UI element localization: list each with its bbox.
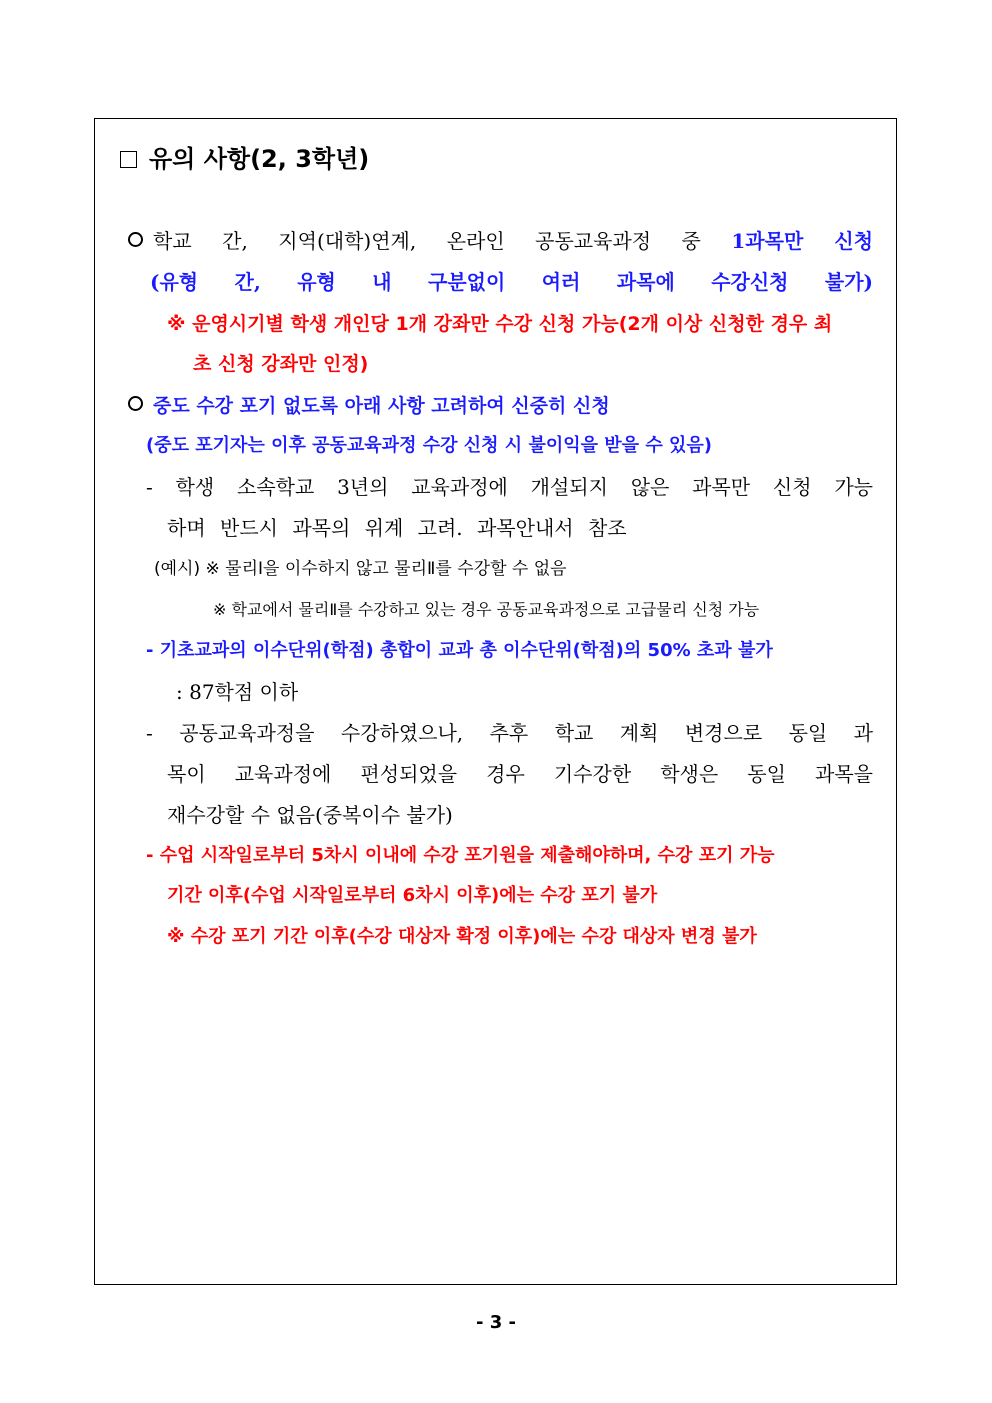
checkbox-square-icon [120,151,137,168]
page-number: - 3 - [476,1312,516,1333]
line-7: - 학생 소속학교 3년의 교육과정에 개설되지 않은 과목만 신청 가능 [146,475,873,499]
line-1-highlight: 1과목만 신청 [731,229,874,253]
line-13: - 공동교육과정을 수강하였으나, 추후 학교 계획 변경으로 동일 과 [146,721,873,745]
line-6: (중도 포기자는 이후 공동교육과정 수강 신청 시 불이익을 받을 수 있음) [146,435,712,456]
line-9: (예시) ※ 물리Ⅰ을 이수하지 않고 물리Ⅱ를 수강할 수 없음 [154,559,567,579]
line-15: 재수강할 수 없음(중복이수 불가) [167,803,453,827]
line-14: 목이 교육과정에 편성되었을 경우 기수강한 학생은 동일 과목을 [167,762,873,786]
line-4: 초 신청 강좌만 인정) [193,353,369,375]
line-16: - 수업 시작일로부터 5차시 이내에 수강 포기원을 제출해야하며, 수강 포기 가능 [146,845,775,866]
circle-bullet-icon [128,396,143,411]
bullet-line-5 [128,392,610,420]
line-3: ※ 운영시기별 학생 개인당 1개 강좌만 수강 신청 가능(2개 이상 신청한 경우 최 [167,313,833,335]
line-18: ※ 수강 포기 기간 이후(수강 대상자 확정 이후)에는 수강 대상자 변경 불가 [167,926,757,947]
line-1-text: 학교 간, 지역(대학)연계, 온라인 공동교육과정 중 [153,229,701,253]
line-2: (유형 간, 유형 내 구분없이 여러 과목에 수강신청 불가) [150,270,873,294]
line-5-text: 중도 수강 포기 없도록 아래 사항 고려하여 신중히 신청 [153,395,610,417]
line-10: ※ 학교에서 물리Ⅱ를 수강하고 있는 경우 공동교육과정으로 고급물리 신청 가능 [213,600,760,619]
section-title [120,142,369,176]
circle-bullet-icon [128,232,143,247]
section-title-text: 유의 사항(2, 3학년) [149,145,370,173]
line-8: 하며 반드시 과목의 위계 고려. 과목안내서 참조 [167,516,627,540]
line-12: : 87학점 이하 [176,680,299,704]
line-17: 기간 이후(수업 시작일로부터 6차시 이후)에는 수강 포기 불가 [167,885,658,906]
line-11: - 기초교과의 이수단위(학점) 총합이 교과 총 이수단위(학점)의 50% 초과 불가 [146,640,773,661]
bullet-line-1 [128,227,873,255]
